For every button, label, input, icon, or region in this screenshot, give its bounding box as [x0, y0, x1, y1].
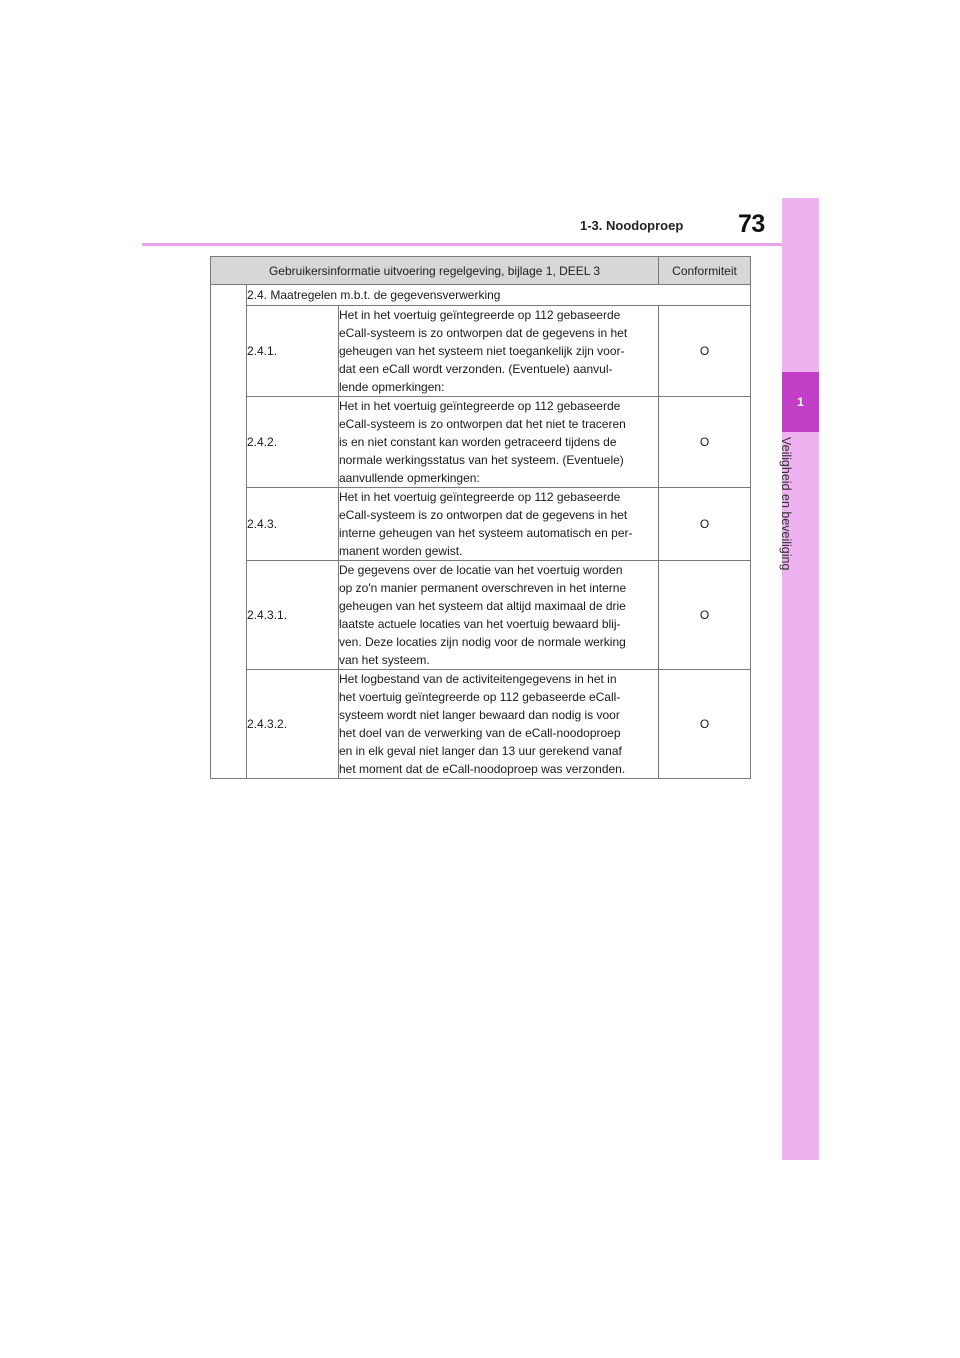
- description-line: het doel van de verwerking van de eCall-noodoproep: [339, 726, 621, 740]
- table-row: [211, 670, 751, 779]
- description-line: ven. Deze locaties zijn nodig voor de normale werking: [339, 635, 626, 649]
- description-line: eCall-systeem is zo ontworpen dat de gegevens in het: [339, 508, 628, 522]
- section-row: [211, 285, 751, 306]
- table-row: [211, 488, 751, 561]
- table-header-row: [211, 257, 751, 285]
- description-line: op zo'n manier permanent overschreven in het interne: [339, 581, 627, 595]
- row-description: [339, 397, 659, 488]
- section-title: 1-3. Noodoproep: [580, 218, 684, 233]
- column-header-conformity: Conformiteit: [659, 257, 751, 285]
- header-divider: [142, 243, 782, 246]
- indent-cell: [211, 285, 247, 779]
- description-line: het moment dat de eCall-noodoproep was verzonden.: [339, 762, 626, 776]
- row-conformity: O: [659, 306, 751, 397]
- description-line: dat een eCall wordt verzonden. (Eventuele) aanvul-: [339, 362, 613, 376]
- table-row: [211, 306, 751, 397]
- description-line: Het in het voertuig geïntegreerde op 112 gebaseerde: [339, 399, 621, 413]
- chapter-number: 1: [797, 395, 804, 409]
- chapter-number-box: [782, 372, 819, 432]
- row-description: [339, 488, 659, 561]
- description-line: geheugen van het systeem dat altijd maximaal de drie: [339, 599, 626, 613]
- description-line: het voertuig geïntegreerde op 112 gebaseerde eCall-: [339, 690, 621, 704]
- row-number: 2.4.1.: [247, 306, 339, 397]
- row-conformity: O: [659, 670, 751, 779]
- row-conformity: O: [659, 397, 751, 488]
- row-number: 2.4.3.1.: [247, 561, 339, 670]
- row-conformity: O: [659, 561, 751, 670]
- page-number: 73: [738, 210, 765, 238]
- description-line: eCall-systeem is zo ontworpen dat de gegevens in het: [339, 326, 628, 340]
- description-line: De gegevens over de locatie van het voertuig worden: [339, 563, 623, 577]
- row-number: 2.4.2.: [247, 397, 339, 488]
- table-row: [211, 561, 751, 670]
- table-row: [211, 397, 751, 488]
- chapter-title: Veiligheid en beveiliging: [779, 437, 793, 571]
- row-number: 2.4.3.2.: [247, 670, 339, 779]
- description-line: systeem wordt niet langer bewaard dan nodig is voor: [339, 708, 620, 722]
- description-line: interne geheugen van het systeem automatisch en per-: [339, 526, 633, 540]
- description-line: laatste actuele locaties van het voertuig bewaard blij-: [339, 617, 621, 631]
- column-header-info: Gebruikersinformatie uitvoering regelgeving, bijlage 1, DEEL 3: [211, 257, 659, 285]
- description-line: lende opmerkingen:: [339, 380, 445, 394]
- description-line: van het systeem.: [339, 653, 430, 667]
- description-line: normale werkingsstatus van het systeem. (Eventuele): [339, 453, 624, 467]
- chapter-side-tab: [782, 198, 819, 1160]
- conformity-table: [210, 256, 751, 779]
- row-description: [339, 306, 659, 397]
- description-line: is en niet constant kan worden getraceerd tijdens de: [339, 435, 617, 449]
- description-line: Het in het voertuig geïntegreerde op 112 gebaseerde: [339, 308, 621, 322]
- description-line: manent worden gewist.: [339, 544, 463, 558]
- description-line: Het logbestand van de activiteitengegevens in het in: [339, 672, 617, 686]
- section-heading: 2.4. Maatregelen m.b.t. de gegevensverwerking: [247, 285, 751, 306]
- description-line: geheugen van het systeem niet toegankelijk zijn voor-: [339, 344, 625, 358]
- description-line: aanvullende opmerkingen:: [339, 471, 480, 485]
- description-line: Het in het voertuig geïntegreerde op 112 gebaseerde: [339, 490, 621, 504]
- description-line: en in elk geval niet langer dan 13 uur gerekend vanaf: [339, 744, 622, 758]
- row-number: 2.4.3.: [247, 488, 339, 561]
- row-conformity: O: [659, 488, 751, 561]
- row-description: [339, 670, 659, 779]
- description-line: eCall-systeem is zo ontworpen dat het niet te traceren: [339, 417, 626, 431]
- row-description: [339, 561, 659, 670]
